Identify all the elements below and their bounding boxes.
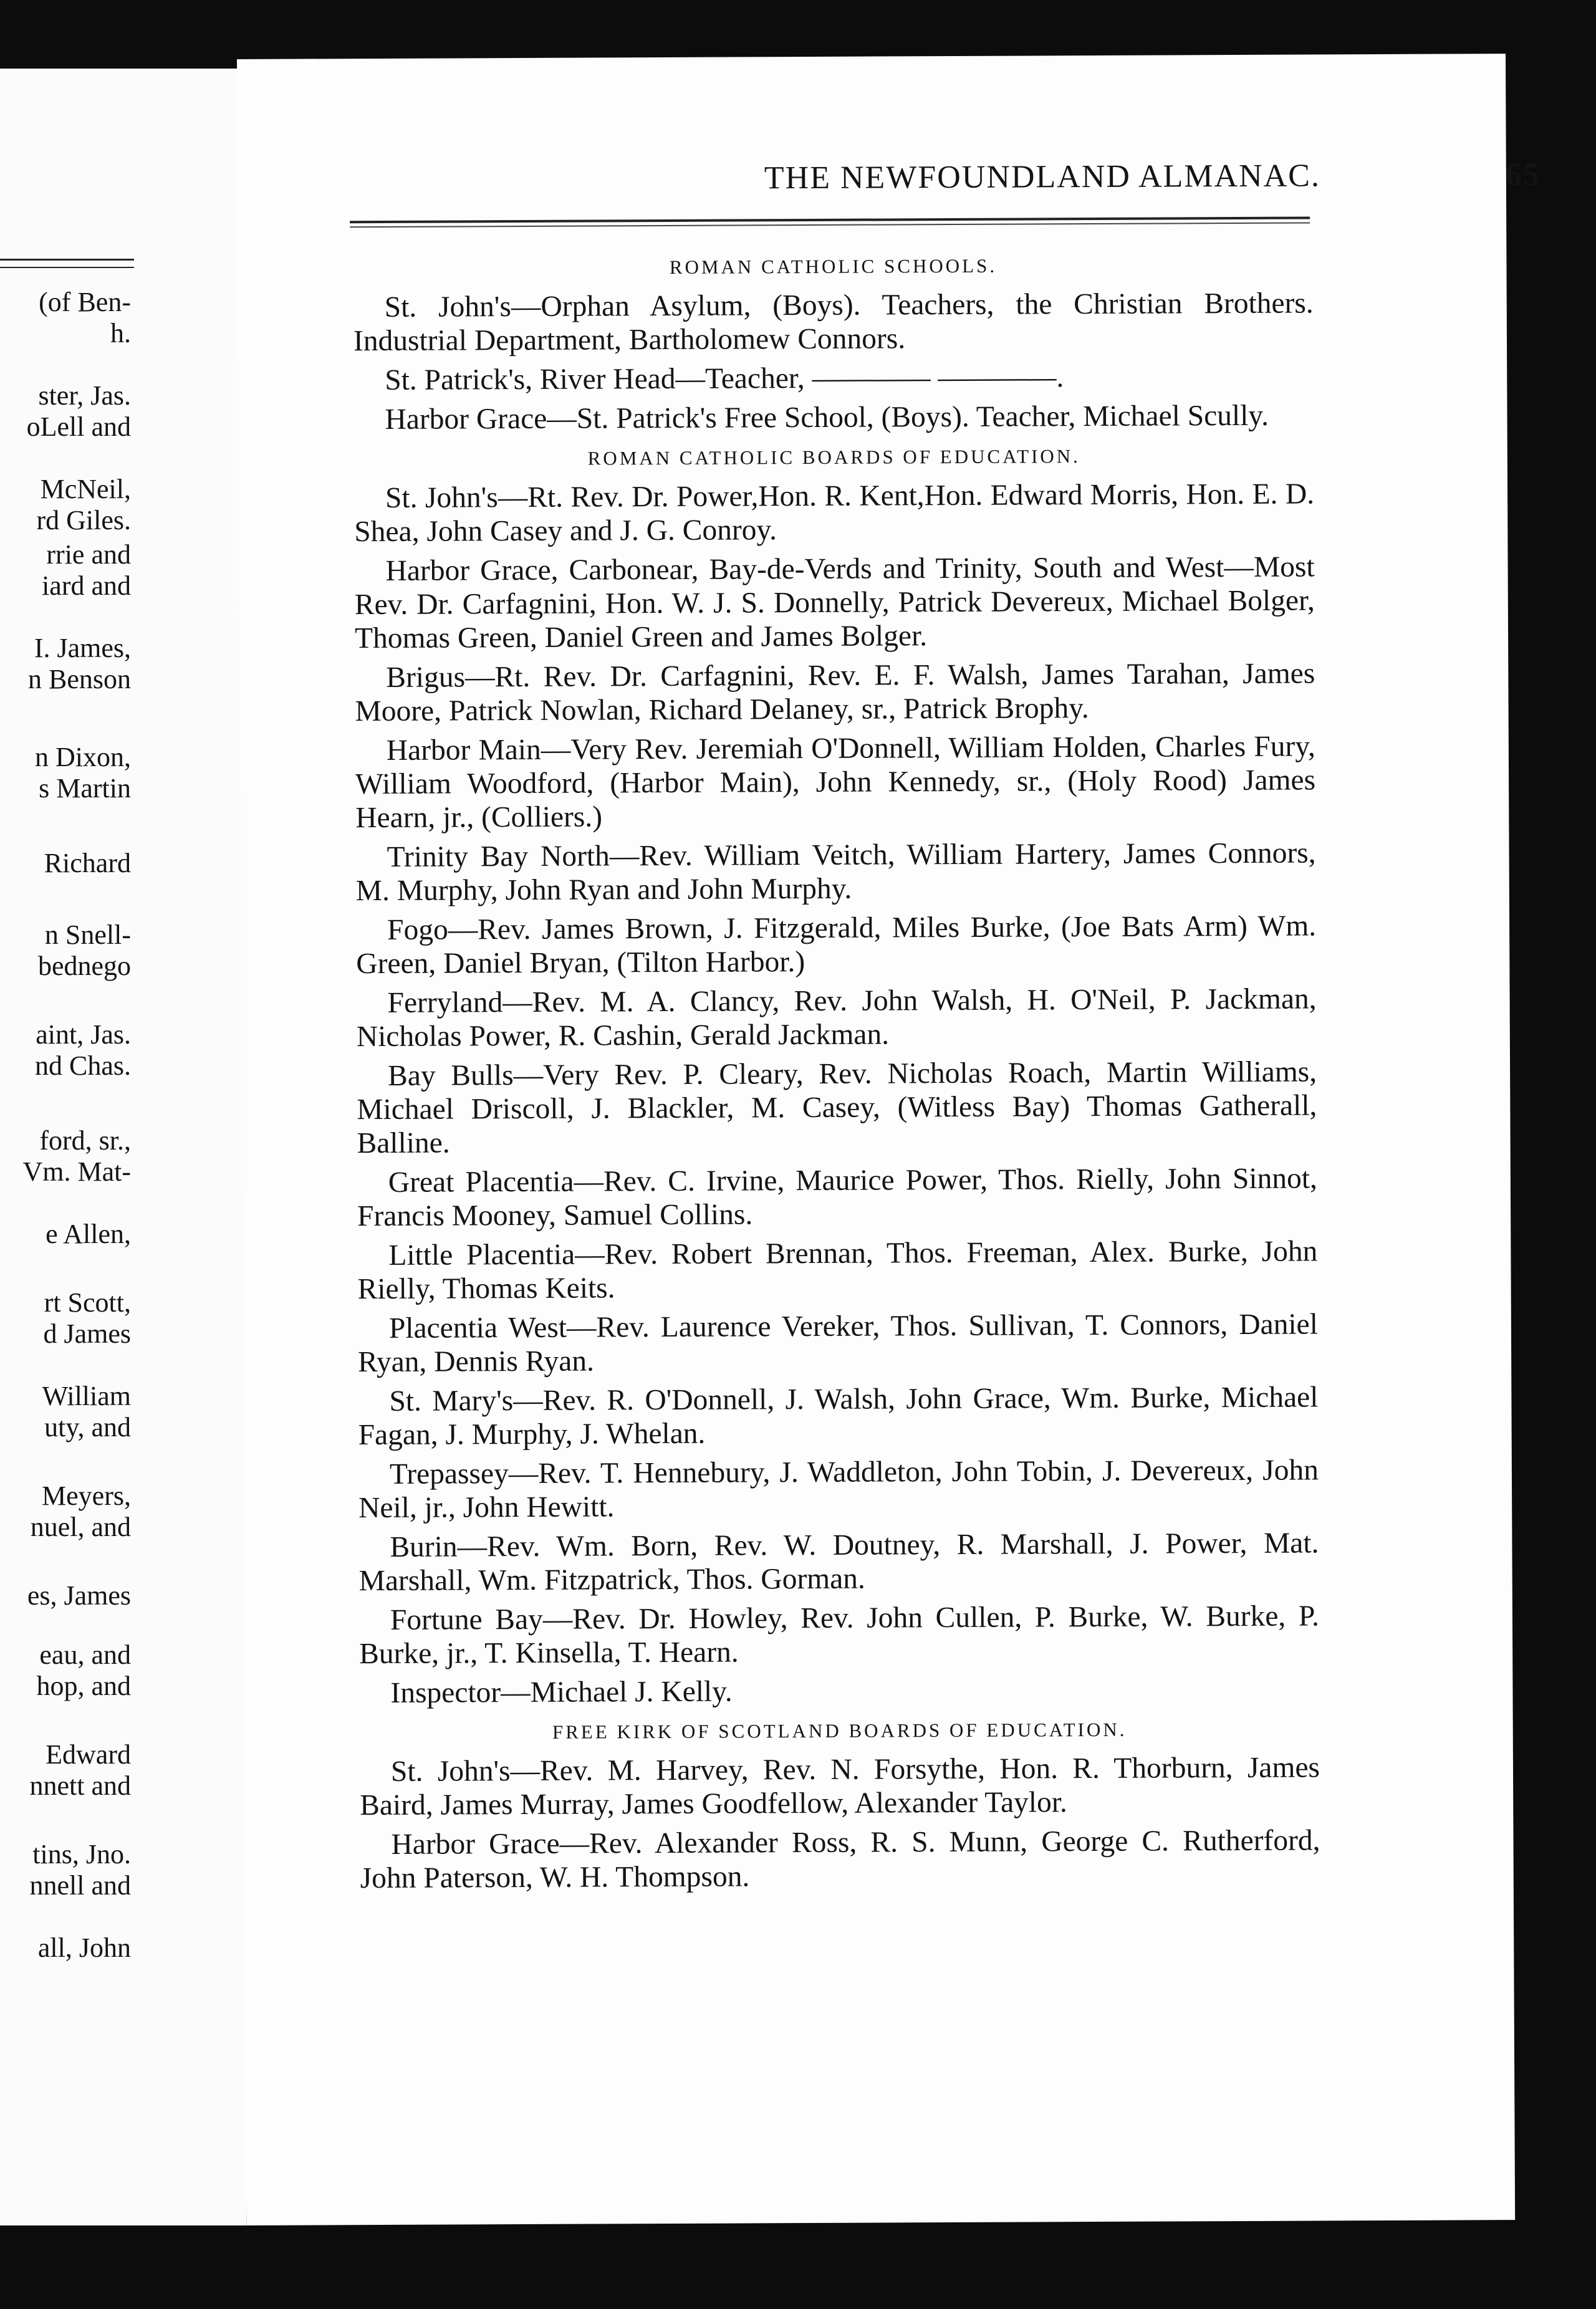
left-text-fragment: Edward [46, 1739, 131, 1770]
page-header [531, 156, 1541, 196]
left-text-fragment: s Martin [39, 773, 131, 804]
left-text-fragment: e Allen, [46, 1219, 131, 1249]
list-item: Fortune Bay—Rev. Dr. Howley, Rev. John Cullen, P. Burke, W. Burke, P. Burke, jr., T. Kinsella, T. Hearn. [359, 1600, 1320, 1671]
section-heading: ROMAN CATHOLIC BOARDS OF EDUCATION. [587, 445, 1080, 469]
left-text-fragment: aint, Jas. [36, 1019, 131, 1050]
list-item: St. John's—Orphan Asylum, (Boys). Teachers, the Christian Brothers. Industrial Department, Bartholomew Connors. [353, 287, 1314, 358]
list-item: St. Patrick's, River Head—Teacher, ———— ————. [385, 361, 1064, 396]
left-text-fragment: (of Ben- [39, 287, 131, 317]
left-text-fragment: es, James [27, 1580, 131, 1611]
page-number: 65 [1505, 156, 1541, 193]
list-item: Harbor Grace—St. Patrick's Free School, (Boys). Teacher, Michael Scully. [385, 399, 1269, 436]
running-title: THE NEWFOUNDLAND ALMANAC. [764, 158, 1321, 196]
left-text-fragment: n Snell- [44, 919, 131, 950]
left-text-fragment: William [42, 1381, 131, 1411]
left-text-fragment: n Dixon, [35, 742, 131, 772]
list-item: Trinity Bay North—Rev. William Veitch, William Hartery, James Connors, M. Murphy, John Ryan and John Murphy. [355, 837, 1316, 908]
left-text-fragment: n Benson [28, 664, 131, 694]
left-text-fragment: iard and [42, 570, 131, 601]
left-text-fragment: Richard [44, 848, 131, 878]
left-page-rule [0, 267, 134, 268]
left-text-fragment: all, John [37, 1932, 131, 1963]
list-item: Trepassey—Rev. T. Hennebury, J. Waddleton, John Tobin, J. Devereux, John Neil, jr., John Hewitt. [358, 1454, 1319, 1525]
left-text-fragment: McNeil, [40, 474, 131, 504]
list-item: Little Placentia—Rev. Robert Brennan, Thos. Freeman, Alex. Burke, John Rielly, Thomas Keits. [357, 1235, 1318, 1306]
list-item: Inspector—Michael J. Kelly. [390, 1675, 733, 1709]
left-text-fragment: Vm. Mat- [22, 1156, 131, 1187]
list-item: Harbor Grace—Rev. Alexander Ross, R. S. Munn, George C. Rutherford, John Paterson, W. H. Thompson. [360, 1824, 1320, 1895]
list-item: St. Mary's—Rev. R. O'Donnell, J. Walsh, John Grace, Wm. Burke, Michael Fagan, J. Murphy, J. Whelan. [358, 1381, 1319, 1452]
section-heading: ROMAN CATHOLIC SCHOOLS. [669, 254, 998, 278]
left-text-fragment: ster, Jas. [38, 380, 131, 411]
left-text-fragment: bednego [37, 951, 131, 981]
left-text-fragment: I. James, [34, 633, 131, 663]
list-item: Bay Bulls—Very Rev. P. Cleary, Rev. Nicholas Roach, Martin Williams, Michael Driscoll, J. Blackler, M. Casey, (Witless Bay) Thomas Gatherall, Balline. [357, 1055, 1317, 1160]
left-text-fragment: nd Chas. [35, 1050, 131, 1081]
left-text-fragment: nnell and [29, 1870, 131, 1901]
left-text-fragment: ford, sr., [39, 1125, 131, 1156]
list-item: Fogo—Rev. James Brown, J. Fitzgerald, Miles Burke, (Joe Bats Arm) Wm. Green, Daniel Bryan, (Tilton Harbor.) [356, 910, 1317, 981]
left-text-fragment: nuel, and [30, 1512, 131, 1542]
list-item: Burin—Rev. Wm. Born, Rev. W. Doutney, R. Marshall, J. Power, Mat. Marshall, Wm. Fitzpatrick, Thos. Gorman. [358, 1527, 1319, 1598]
list-item: Placentia West—Rev. Laurence Vereker, Thos. Sullivan, T. Connors, Daniel Ryan, Dennis Ryan. [358, 1308, 1318, 1379]
almanac-page [237, 54, 1541, 2225]
list-item: Harbor Grace, Carbonear, Bay-de-Verds and Trinity, South and West—Most Rev. Dr. Carfagnini, Hon. W. J. S. Donnelly, Patrick Devereux, Michael Bolger, Thomas Green, Daniel Green and James Bolger. [354, 550, 1315, 655]
left-page-fragment [0, 69, 246, 2225]
list-item: Harbor Main—Very Rev. Jeremiah O'Donnell, William Holden, Charles Fury, William Woodford, (Harbor Main), John Kennedy, sr., (Holy Rood) James Hearn, jr., (Colliers.) [355, 730, 1316, 835]
list-item: Brigus—Rt. Rev. Dr. Carfagnini, Rev. E. F. Walsh, James Tarahan, James Moore, Patrick Nowlan, Richard Delaney, sr., Patrick Brophy. [355, 657, 1315, 728]
left-text-fragment: rt Scott, [44, 1287, 131, 1318]
left-text-fragment: tins, Jno. [32, 1839, 131, 1870]
list-item: St. John's—Rt. Rev. Dr. Power,Hon. R. Kent,Hon. Edward Morris, Hon. E. D. Shea, John Casey and J. G. Conroy. [354, 478, 1315, 549]
left-text-fragment: rd Giles. [36, 505, 131, 535]
left-text-fragment: uty, and [44, 1412, 131, 1443]
left-text-fragment: hop, and [36, 1671, 131, 1701]
page-body [353, 241, 1320, 1901]
left-text-fragment: rrie and [46, 539, 131, 570]
left-text-fragment: oLell and [26, 411, 131, 442]
list-item: Great Placentia—Rev. C. Irvine, Maurice Power, Thos. Rielly, John Sinnot, Francis Mooney, Samuel Collins. [357, 1162, 1317, 1233]
header-rule [350, 216, 1310, 228]
left-text-fragment: eau, and [39, 1639, 131, 1670]
list-item: Ferryland—Rev. M. A. Clancy, Rev. John Walsh, H. O'Neil, P. Jackman, Nicholas Power, R. Cashin, Gerald Jackman. [356, 982, 1317, 1054]
left-text-fragment: h. [110, 318, 131, 348]
section-heading: FREE KIRK OF SCOTLAND BOARDS OF EDUCATION. [552, 1718, 1127, 1743]
left-text-fragment: Meyers, [42, 1481, 131, 1511]
left-page-rule [0, 259, 134, 261]
left-text-fragment: d James [43, 1318, 131, 1349]
left-text-fragment: nnett and [29, 1770, 131, 1801]
list-item: St. John's—Rev. M. Harvey, Rev. N. Forsythe, Hon. R. Thorburn, James Baird, James Murray, James Goodfellow, Alexander Taylor. [360, 1751, 1320, 1822]
